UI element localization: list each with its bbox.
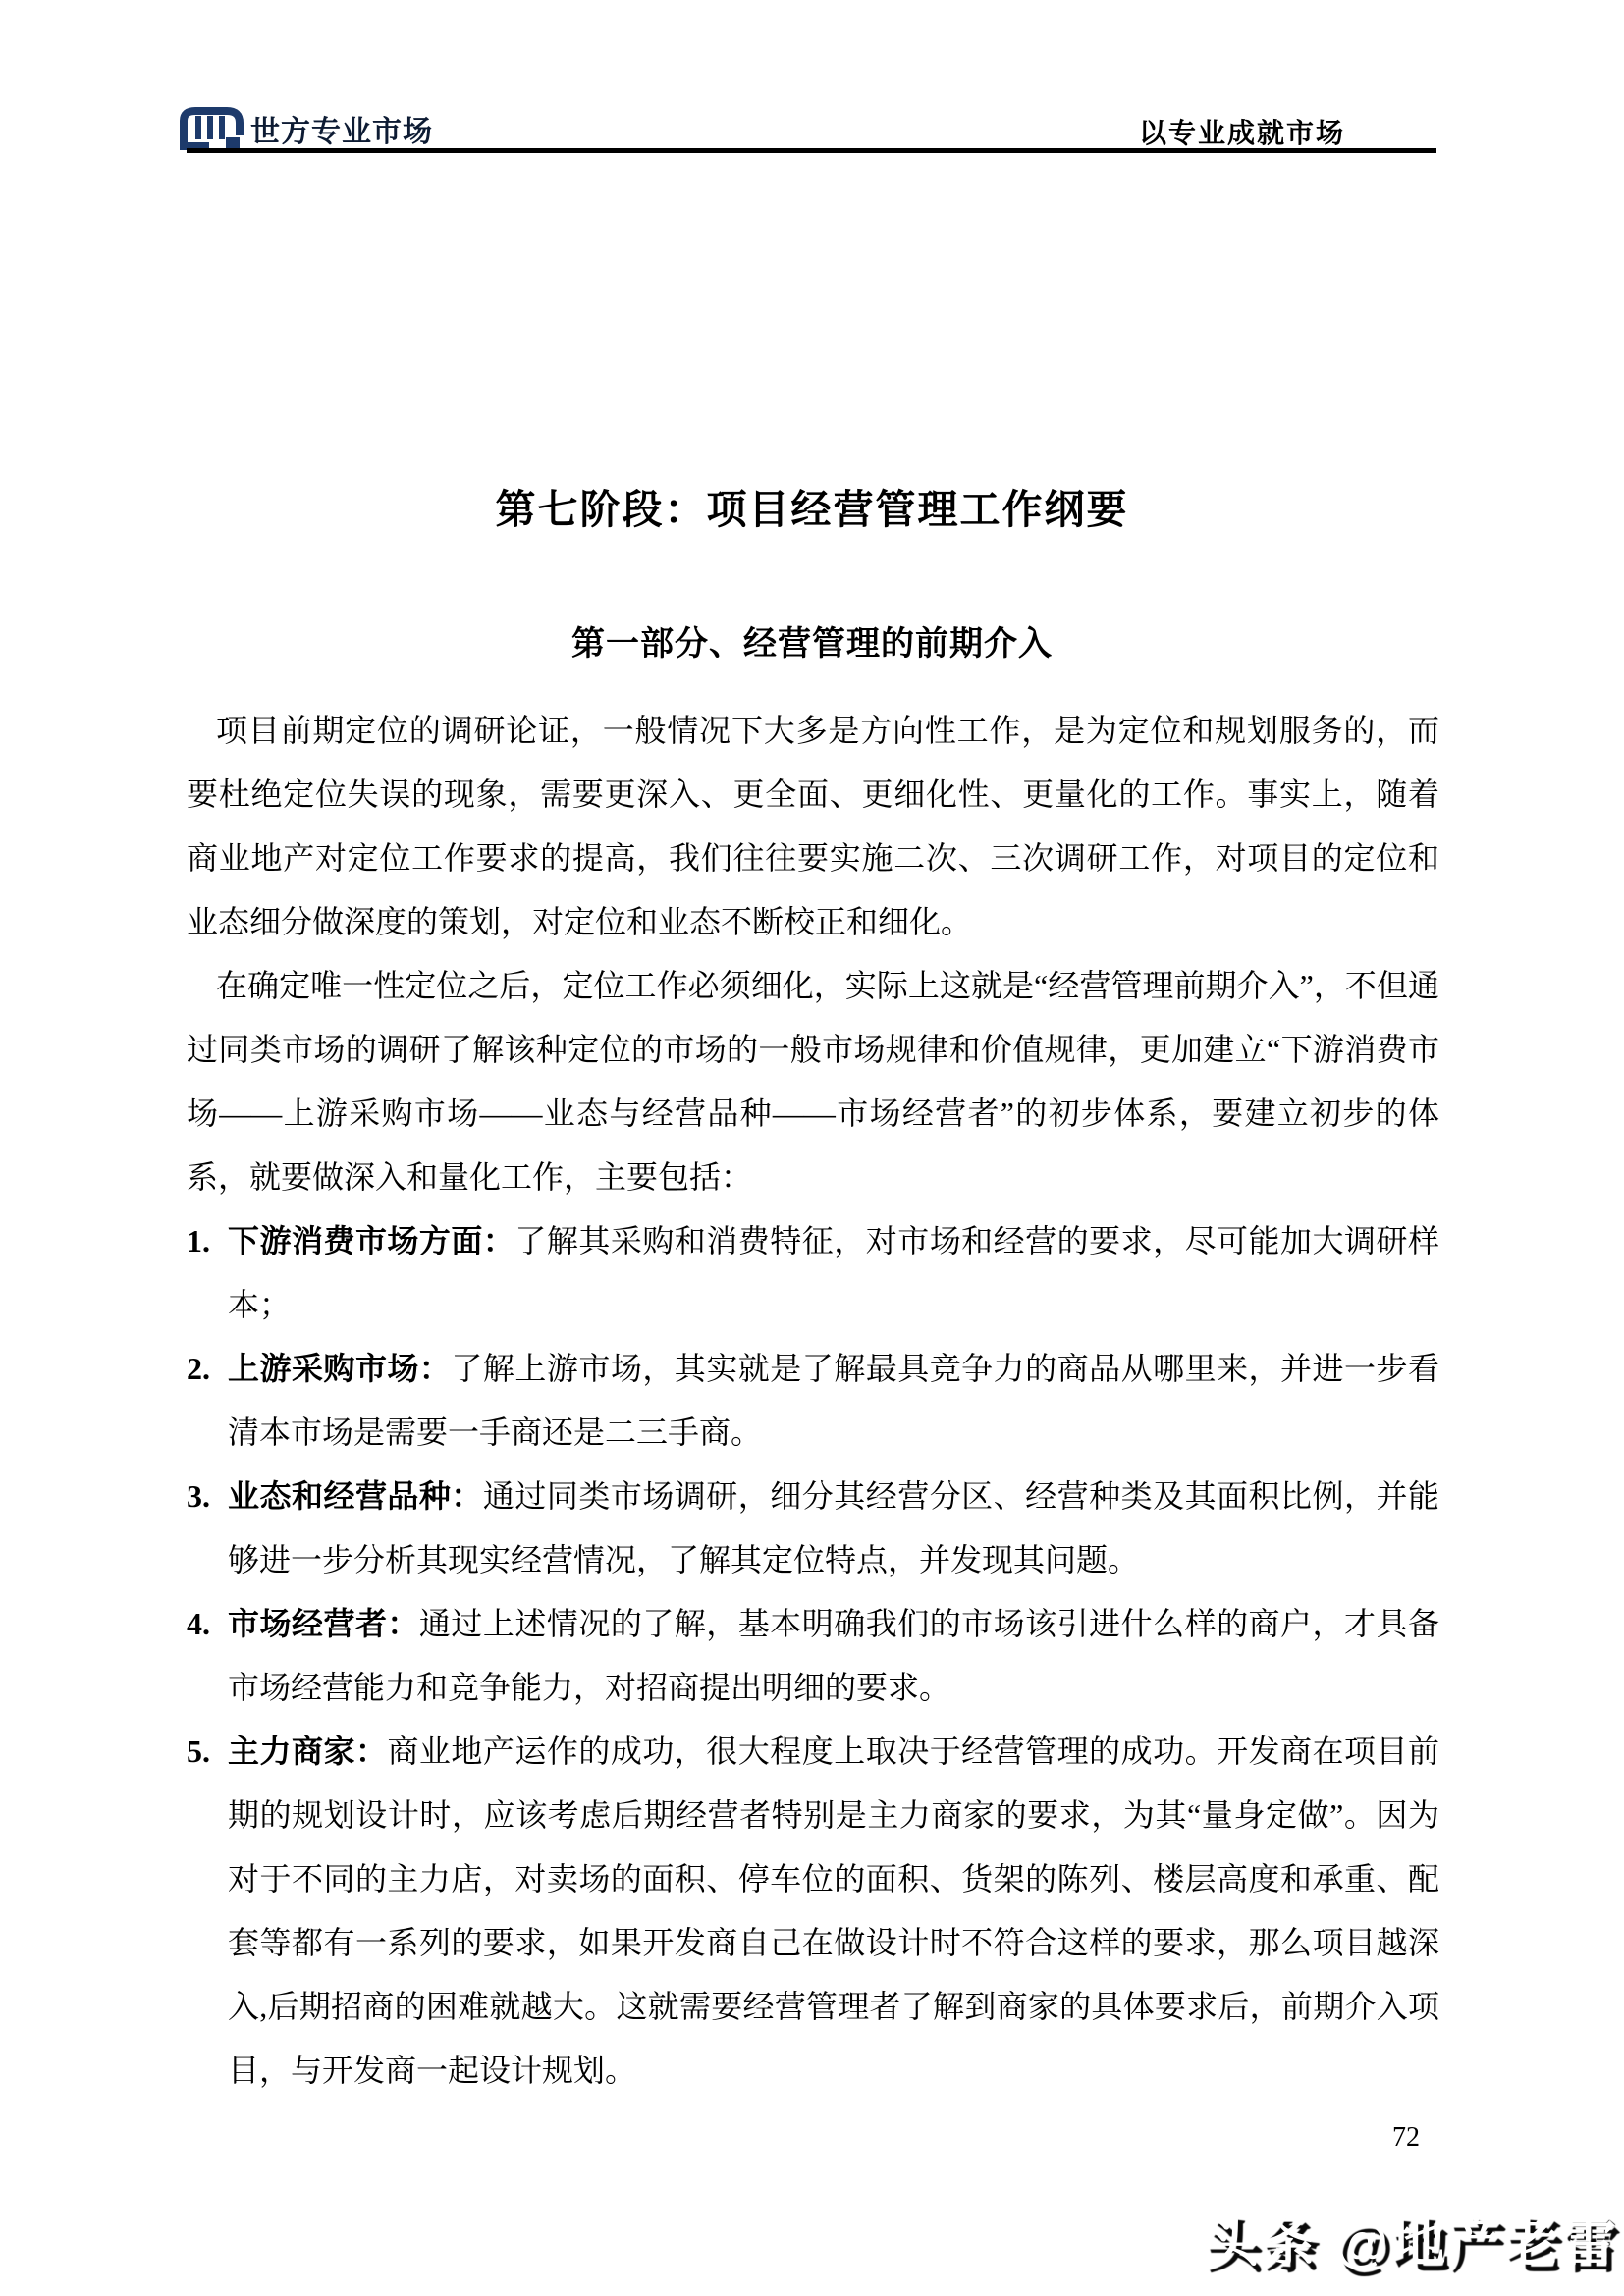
- list-item: [187, 1337, 1439, 1465]
- list-item-lead: 业态和经营品种：: [228, 1478, 483, 1514]
- page-number: 72: [1392, 2122, 1420, 2153]
- brand-name: 世方专业市场: [250, 116, 433, 148]
- document-body: [187, 699, 1439, 2103]
- list-item-text: 商业地产运作的成功，很大程度上取决于经营管理的成功。开发商在项目前期的规划设计时，应该考虑后期经营者特别是主力商家的要求，为其“量身定做”。因为对于不同的主力店，对卖场的面积、停车位的面积、货架的陈列、楼层高度和承重、配套等都有一系列的要求，如果开发商自己在做设计时不符合这样的要求，那么项目越深入,后期招商的困难就越大。这就需要经营管理者了解到商家的具体要求后，前期介入项目，与开发商一起设计规划。: [228, 1734, 1439, 2088]
- list-item-text: 了解上游市场，其实就是了解最具竞争力的商品从哪里来，并进一步看清本市场是需要一手商还是二三手商。: [228, 1351, 1439, 1450]
- list-item: [187, 1720, 1439, 2103]
- list-item-lead: 下游消费市场方面：: [228, 1223, 515, 1258]
- list-item-number: 3.: [187, 1478, 210, 1514]
- paragraph: 项目前期定位的调研论证，一般情况下大多是方向性工作，是为定位和规划服务的，而要杜绝定位失误的现象，需要更深入、更全面、更细化性、更量化的工作。事实上，随着商业地产对定位工作要求的提高，我们往往要实施二次、三次调研工作，对项目的定位和业态细分做深度的策划，对定位和业态不断校正和细化。: [187, 713, 1439, 939]
- section-subtitle: 第一部分、经营管理的前期介入: [571, 626, 1053, 663]
- list-item: [187, 1209, 1439, 1337]
- list-item-lead: 市场经营者：: [228, 1606, 419, 1641]
- header-slogan: 以专业成就市场: [1139, 118, 1346, 148]
- header-divider: [187, 148, 1436, 153]
- list-item-text: 了解其采购和消费特征，对市场和经营的要求，尽可能加大调研样本；: [228, 1223, 1439, 1322]
- list-item-lead: 上游采购市场：: [228, 1351, 452, 1386]
- list-item: [187, 1465, 1439, 1592]
- page-title: 第七阶段：项目经营管理工作纲要: [495, 487, 1129, 532]
- list-item: [187, 1592, 1439, 1720]
- watermark: 头条 @地产老雷: [1203, 2211, 1618, 2272]
- list-item-lead: 主力商家：: [228, 1734, 388, 1769]
- brand-logo-icon: [177, 106, 245, 151]
- paragraph: 在确定唯一性定位之后，定位工作必须细化，实际上这就是“经营管理前期介入”，不但通过同类市场的调研了解该种定位的市场的一般市场规律和价值规律，更加建立“下游消费市场——上游采购市场——业态与经营品种——市场经营者”的初步体系，要建立初步的体系，就要做深入和量化工作，主要包括：: [187, 968, 1439, 1195]
- header-brand: [177, 106, 433, 151]
- list-item-number: 2.: [187, 1351, 210, 1386]
- list-item-text: 通过同类市场调研，细分其经营分区、经营种类及其面积比例，并能够进一步分析其现实经营情况，了解其定位特点，并发现其问题。: [228, 1478, 1439, 1577]
- list-item-number: 4.: [187, 1606, 210, 1641]
- list-item-number: 1.: [187, 1223, 210, 1258]
- list-item-text: 通过上述情况的了解，基本明确我们的市场该引进什么样的商户，才具备市场经营能力和竞争能力，对招商提出明细的要求。: [228, 1606, 1439, 1705]
- list-item-number: 5.: [187, 1734, 210, 1769]
